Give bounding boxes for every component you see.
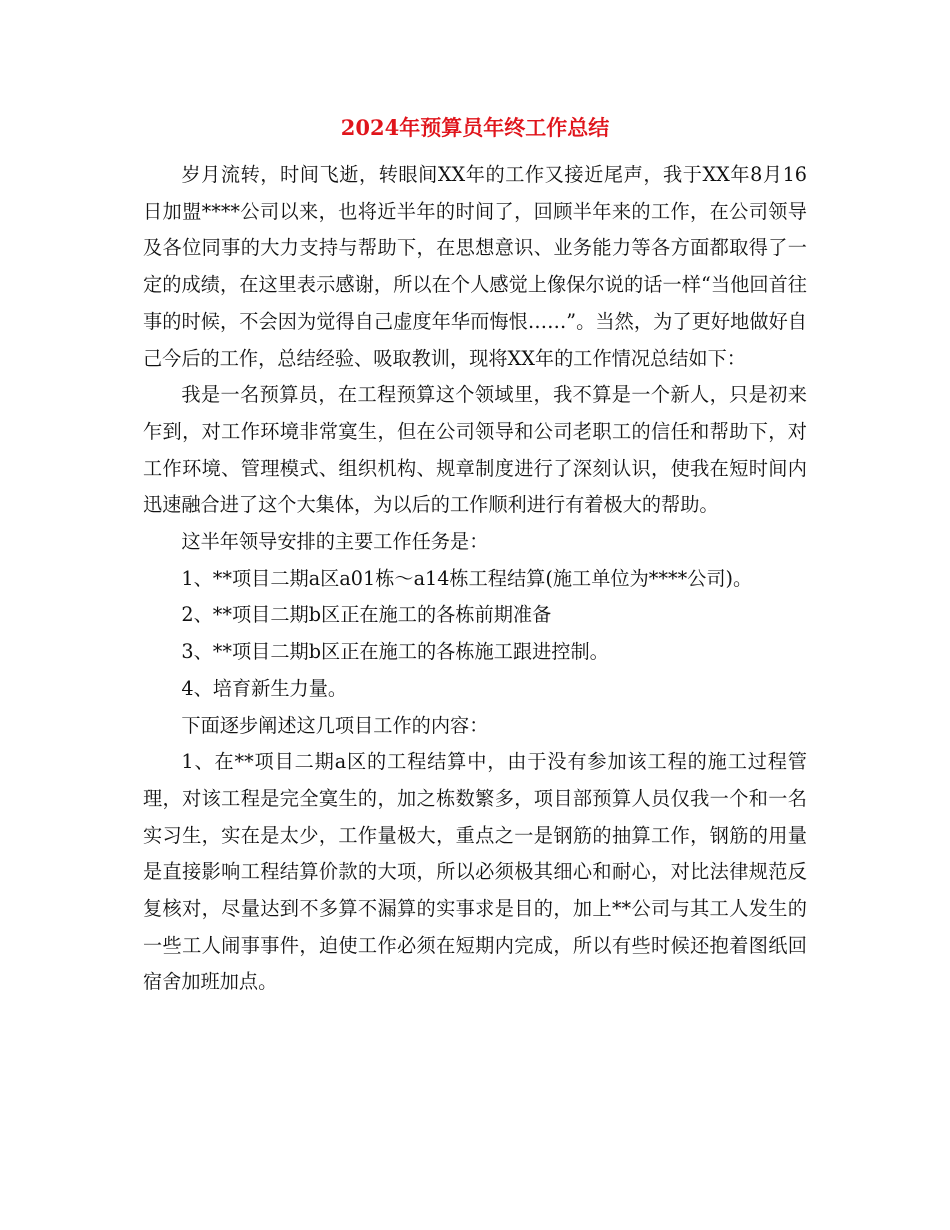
task-item-3: 3、**项目二期b区正在施工的各栋施工跟进控制。 [181, 640, 609, 664]
paragraph-self-introduction: 我是一名预算员，在工程预算这个领域里，我不算是一个新人，只是初来乍到，对工作环境非常寞生，但在公司领导和公司老职工的信任和帮助下，对工作环境、管理模式、组织机构、规章制度进行了深刻认识，使我在短时间内迅速融合进了这个大集体，为以后的工作顺利进行有着极大的帮助。 [143, 383, 807, 517]
paragraph-intro: 岁月流转，时间飞逝，转眼间XX年的工作又接近尾声，我于XX年8月16日加盟****公司以来，也将近半年的时间了，回顾半年来的工作，在公司领导及各位同事的大力支持与帮助下，在思想意识、业务能力等各方面都取得了一定的成绩，在这里表示感谢，所以在个人感觉上像保尔说的话一样“当他回首往事的时候，不会因为觉得自己虚度年华而悔恨……”。当然，为了更好地做好自己今后的工作，总结经验、吸取教训，现将XX年的工作情况总结如下： [143, 163, 807, 370]
paragraph-details-heading: 下面逐步阐述这几项目工作的内容： [181, 713, 489, 737]
task-item-2: 2、**项目二期b区正在施工的各栋前期准备 [181, 603, 552, 627]
paragraph-tasks-heading: 这半年领导安排的主要工作任务是： [181, 530, 489, 554]
task-item-4: 4、培育新生力量。 [181, 676, 348, 700]
detail-item-1: 1、在**项目二期a区的工程结算中，由于没有参加该工程的施工过程管理，对该工程是完全寞生的，加之栋数繁多，项目部预算人员仅我一个和一名实习生，实在是太少，工作量极大，重点之一是钢筋的抽算工作，钢筋的用量是直接影响工程结算价款的大项，所以必须极其细心和耐心，对比法律规范反复核对，尽量达到不多算不漏算的实事求是目的，加上**公司与其工人发生的一些工人闹事事件，迫使工作必须在短期内完成，所以有些时候还抱着图纸回宿舍加班加点。 [143, 750, 807, 994]
document-title: 2024年预算员年终工作总结 [340, 115, 610, 140]
document-body [143, 157, 807, 1001]
task-item-1: 1、**项目二期a区a01栋～a14栋工程结算(施工单位为****公司)。 [181, 566, 753, 590]
